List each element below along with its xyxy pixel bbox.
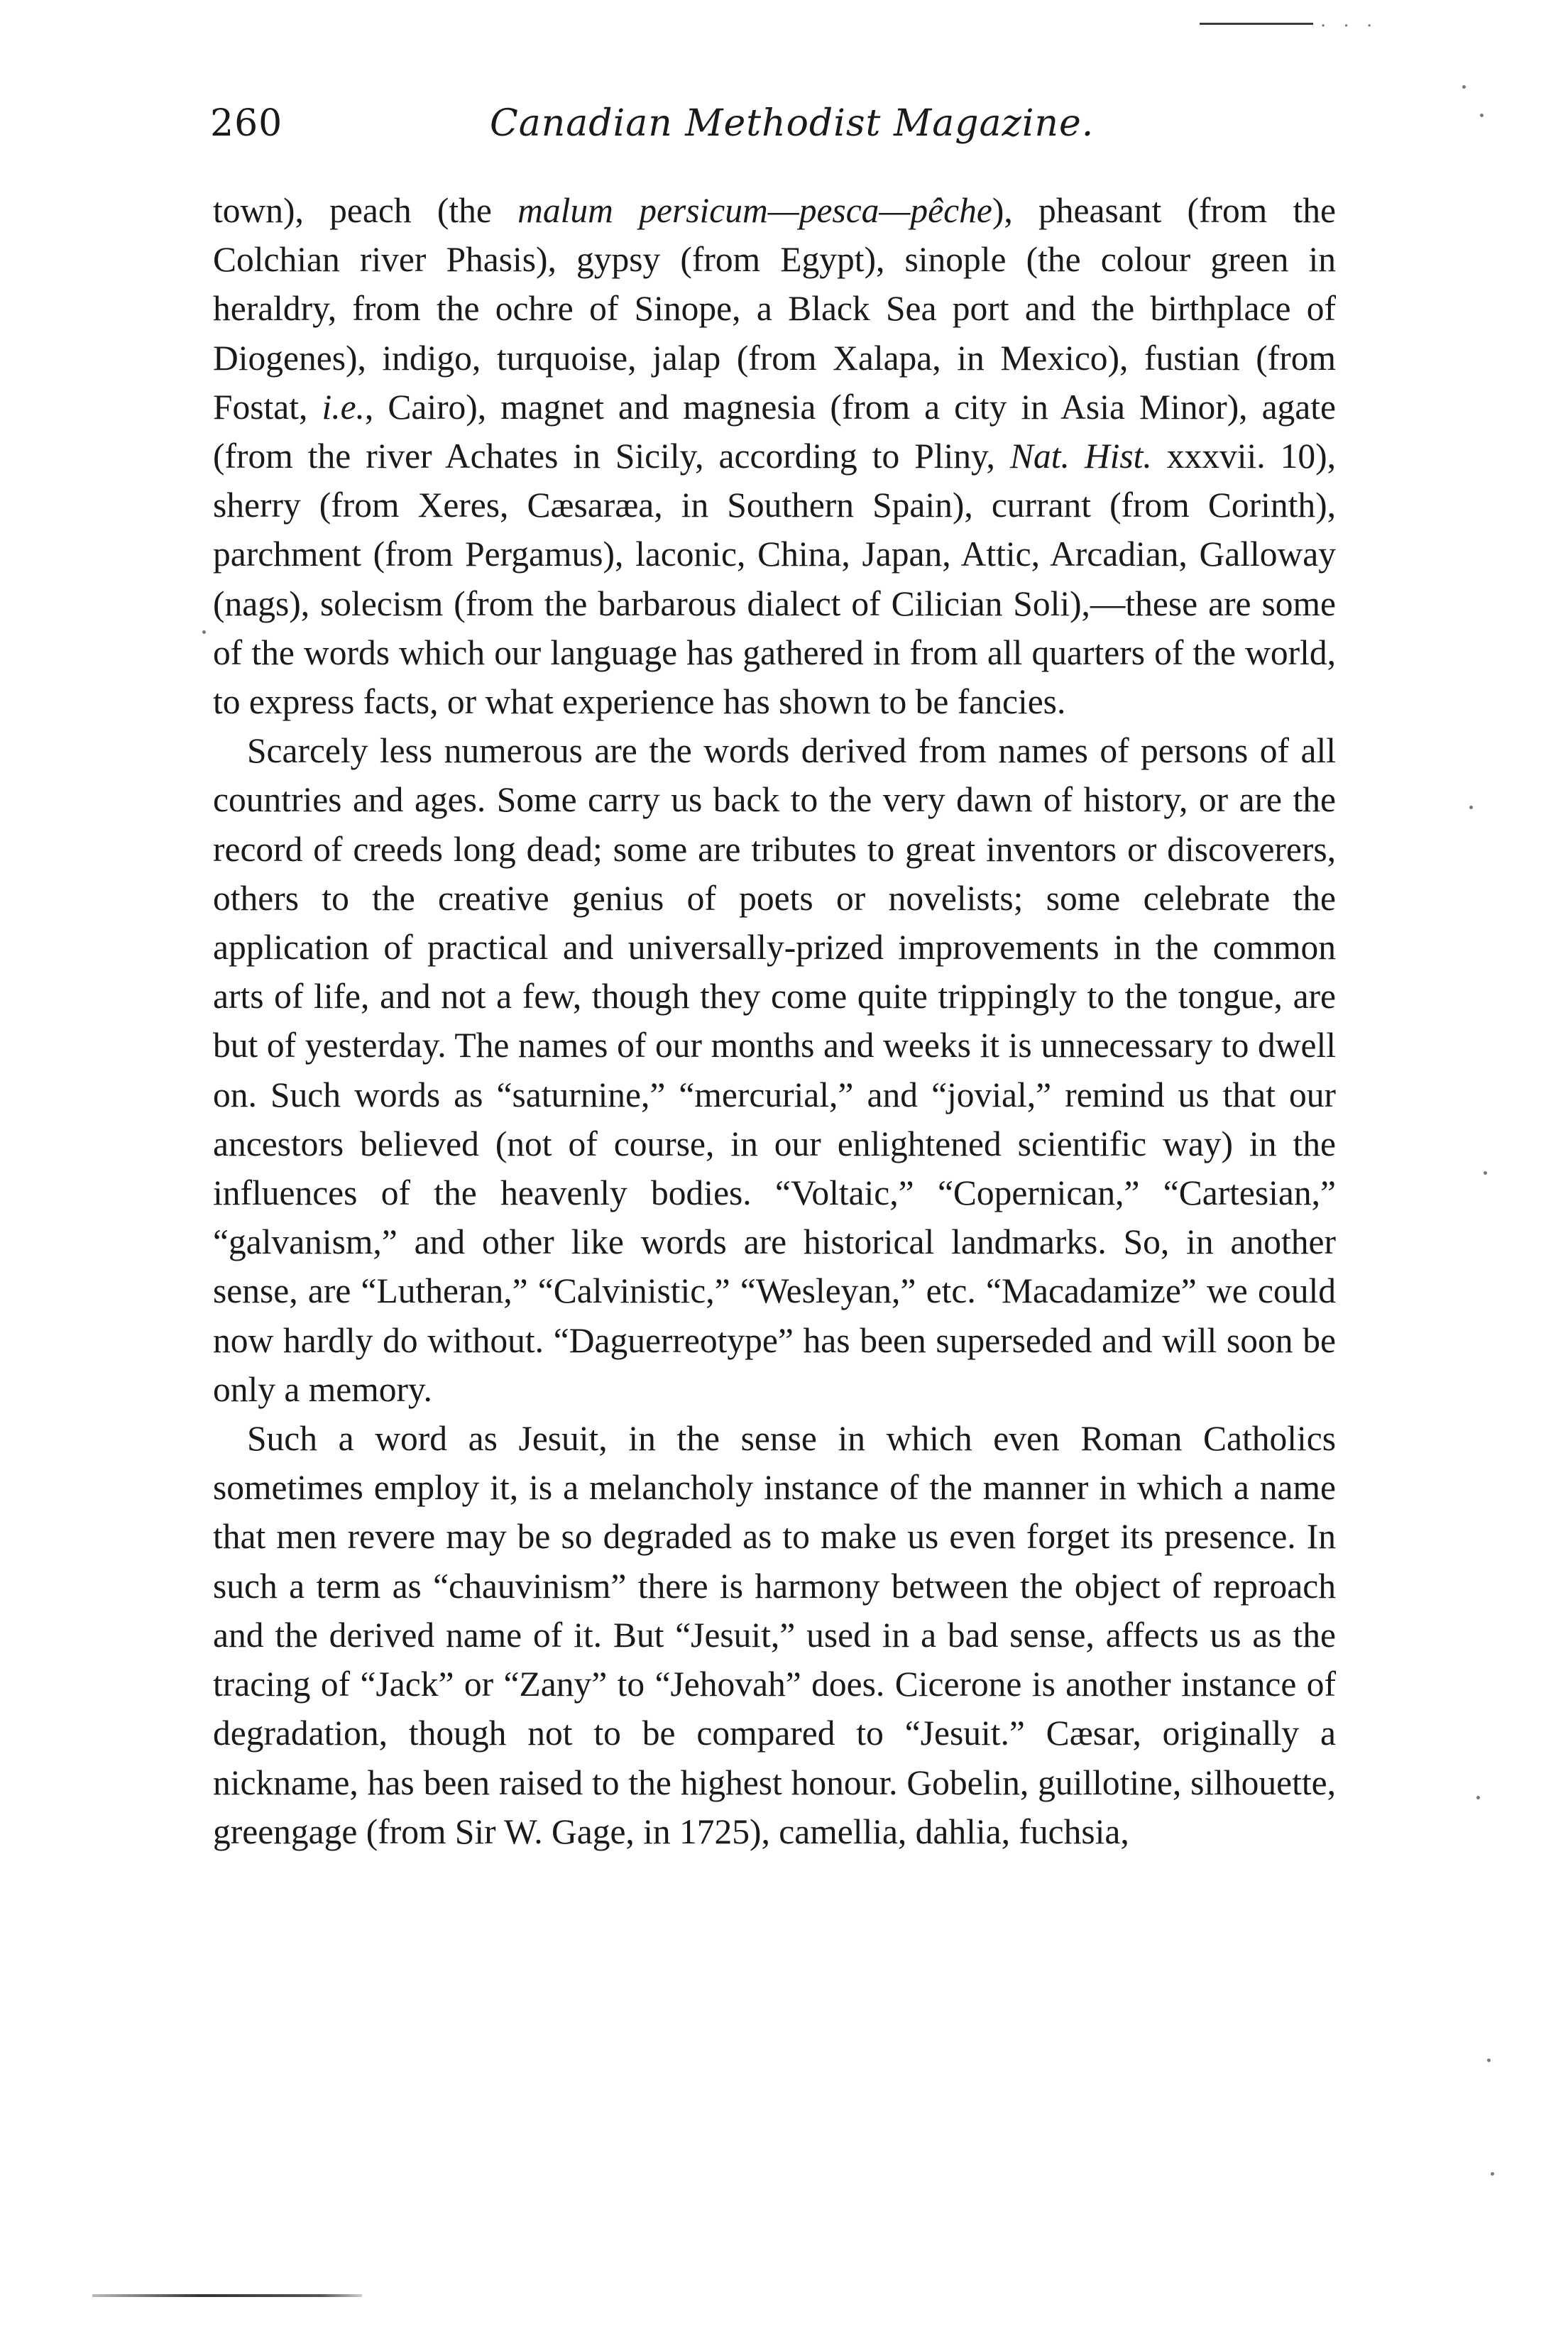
- running-title: Canadian Methodist Magazine.: [490, 102, 1095, 145]
- latin-phrase: malum persicum—pesca—pêche: [517, 191, 992, 230]
- margin-speck: [202, 630, 206, 634]
- page-header: [206, 99, 1334, 156]
- bottom-edge-rule: [92, 2294, 362, 2297]
- page-number: 260: [210, 102, 283, 145]
- top-edge-specks: · · ·: [1320, 16, 1378, 37]
- nat-hist-citation: Nat. Hist.: [1009, 437, 1152, 476]
- paragraph-1-part-2: ), pheasant (from the Colchian river Phasis), gypsy (from Egypt), sinople (the colour green in heraldry, from the ochre of Sinope, a Black Sea port and the birthplace of Diogenes), indigo, turquoise, jalap (from Xalapa, in Mexico), fustian (from Fostat,: [213, 191, 1336, 427]
- margin-speck: [1484, 1171, 1487, 1175]
- paragraph-1-part-4: xxxvii. 10), sherry (from Xeres, Cæsaræa, in Southern Spain), currant (from Corinth), parchment (from Pergamus), laconic, China, Japan, Attic, Arcadian, Galloway (nags), solecism (from the barbarous dialect of Cilician Soli),—these are some of the words which our language has gathered in from all quarters of the world, to express facts, or what experience has shown to be fancies.: [213, 437, 1336, 722]
- paragraph-1-part-3: , Cairo), magnet and magnesia (from a city in Asia Minor), agate (from the river Achates in Sicily, according to Pliny,: [213, 387, 1336, 476]
- ie-abbreviation: i.e.: [322, 387, 365, 427]
- margin-speck: [1469, 806, 1473, 809]
- margin-speck: [1480, 114, 1484, 117]
- body-text: [213, 186, 1336, 1856]
- paragraph-1-part-1: town), peach (the: [213, 191, 518, 230]
- margin-speck: [1487, 2059, 1491, 2062]
- paragraph-1: [213, 186, 1336, 726]
- paragraph-2: Scarcely less numerous are the words derived from names of persons of all countries and ages. Some carry us back to the very dawn of history, or are the record of creeds long dead; some are tributes to great inventors or discoverers, others to the creative genius of poets or novelists; some celebrate the application of practical and universally-prized improvements in the common arts of life, and not a few, though they come quite trippingly to the tongue, are but of yesterday. The names of our months and weeks it is unnecessary to dwell on. Such words as “saturnine,” “mercurial,” and “jovial,” remind us that our ancestors believed (not of course, in our enlightened scientific way) in the influences of the heavenly bodies. “Voltaic,” “Copernican,” “Cartesian,” “galvanism,” and other like words are historical landmarks. So, in another sense, are “Lutheran,” “Calvinistic,” “Wesleyan,” etc. “Macadamize” we could now hardly do without. “Daguerreotype” has been superseded and will soon be only a memory.: [213, 731, 1336, 1409]
- margin-speck: [1476, 1796, 1480, 1799]
- margin-speck: [1462, 85, 1466, 89]
- top-edge-rule: [1200, 23, 1313, 25]
- margin-speck: [1491, 2172, 1494, 2176]
- paragraph-3: Such a word as Jesuit, in the sense in which even Roman Catholics sometimes employ it, is a melancholy instance of the manner in which a name that men revere may be so degraded as to make us even forget its presence. In such a term as “chauvinism” there is harmony between the object of reproach and the derived name of it. But “Jesuit,” used in a bad sense, affects us as the tracing of “Jack” or “Zany” to “Jehovah” does. Cicerone is another instance of degradation, though not to be compared to “Jesuit.” Cæsar, originally a nickname, has been raised to the highest honour. Gobelin, guillotine, silhouette, greengage (from Sir W. Gage, in 1725), camellia, dahlia, fuchsia,: [213, 1419, 1336, 1851]
